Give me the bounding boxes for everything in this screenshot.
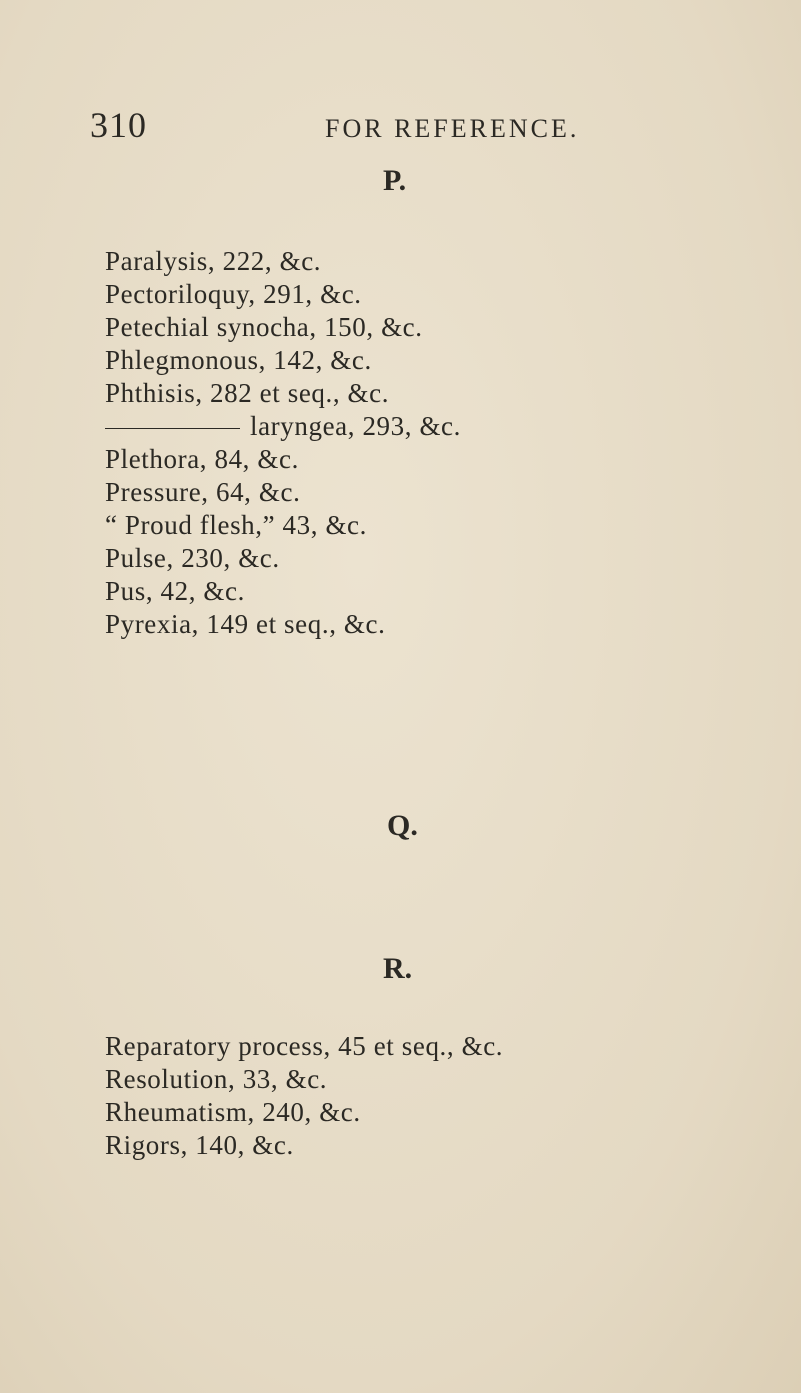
index-entry: Petechial synocha, 150, &c. [105, 312, 423, 342]
running-head: FOR REFERENCE. [325, 114, 580, 143]
page-number: 310 [90, 105, 147, 145]
index-entry: Pulse, 230, &c. [105, 543, 280, 573]
index-entry: Plethora, 84, &c. [105, 444, 299, 474]
section-letter-p: P. [383, 164, 407, 197]
ditto-dash [105, 428, 240, 429]
index-entry: Pressure, 64, &c. [105, 477, 301, 507]
index-entry: Paralysis, 222, &c. [105, 246, 322, 276]
index-entry: Phlegmonous, 142, &c. [105, 345, 372, 375]
index-entry-subentry [105, 410, 461, 443]
index-entry: “ Proud flesh,” 43, &c. [105, 510, 367, 540]
index-list-r [105, 1030, 503, 1162]
index-entry: Phthisis, 282 et seq., &c. [105, 378, 390, 408]
index-entry: Rigors, 140, &c. [105, 1130, 294, 1160]
index-entry: Resolution, 33, &c. [105, 1064, 328, 1094]
index-entry: Pectoriloquy, 291, &c. [105, 279, 362, 309]
index-entry: Pyrexia, 149 et seq., &c. [105, 609, 386, 639]
section-letter-r: R. [383, 952, 413, 985]
index-entry: Rheumatism, 240, &c. [105, 1097, 361, 1127]
index-list-p [105, 245, 461, 641]
index-entry: Pus, 42, &c. [105, 576, 245, 606]
page-header [90, 104, 750, 144]
index-entry-text: laryngea, 293, &c. [250, 411, 461, 441]
section-letter-q: Q. [387, 809, 418, 842]
index-entry: Reparatory process, 45 et seq., &c. [105, 1031, 504, 1061]
